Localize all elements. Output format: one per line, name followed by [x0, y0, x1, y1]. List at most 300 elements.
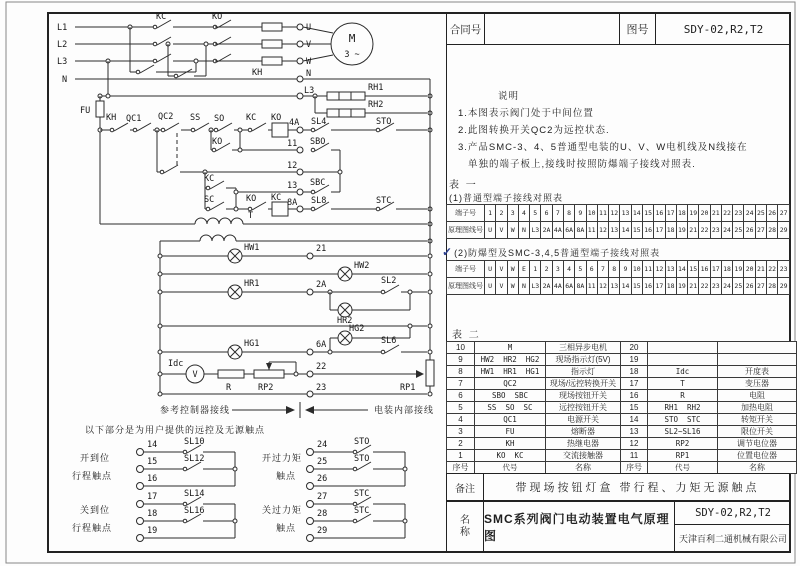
table-cell: 现场指示灯(5V): [546, 354, 621, 366]
table-cell: 19: [733, 261, 744, 278]
table-cell: 22: [699, 222, 710, 239]
table-row: [447, 354, 797, 366]
table-cell: 15: [642, 205, 653, 222]
terminal-28-label: 28: [317, 509, 328, 519]
table-cell: 原理图线号: [447, 278, 485, 295]
table-cell: 2A: [541, 278, 552, 295]
table-cell: T: [648, 378, 718, 390]
table-cell: 21: [755, 261, 766, 278]
kc-coil-label: KC: [271, 193, 282, 203]
sl8-label: SL8: [311, 196, 327, 206]
table-cell: 16: [654, 205, 665, 222]
table-cell: 29: [778, 222, 790, 239]
table2-caption: 表 二: [452, 330, 481, 341]
ko-contactor-label: KO: [212, 12, 223, 22]
table-cell: 9: [575, 205, 586, 222]
table-cell: 4A: [552, 278, 563, 295]
internal-wiring-note: 电装内部接线: [374, 405, 435, 415]
table-cell: 交流接触器: [546, 450, 621, 462]
table-cell: 12: [609, 205, 620, 222]
component-legend-table: [446, 341, 797, 474]
table-cell: 调节电位器: [718, 438, 797, 450]
table-cell: [648, 342, 718, 354]
note-line-3: 3.产品SMC-3、4、5普通型电装的U、V、W电机线及N线接在: [458, 142, 748, 153]
table-cell: 20: [699, 205, 710, 222]
table-cell: 10: [447, 342, 475, 354]
table-cell: 22: [721, 205, 732, 222]
table-cell: 远控按钮开关: [546, 402, 621, 414]
table-cell: 27: [755, 278, 766, 295]
hw2-label: HW2: [354, 261, 370, 271]
table-cell: 2: [496, 205, 507, 222]
table-cell: 13: [665, 261, 676, 278]
table-cell: RH1 RH2: [648, 402, 718, 414]
table-cell: 原理图线号: [447, 222, 485, 239]
table-row: [447, 438, 797, 450]
table-cell: W: [507, 278, 518, 295]
table-cell: 指示灯: [546, 366, 621, 378]
open-limit-label-2: 行程触点: [72, 471, 113, 481]
table-cell: 16: [699, 261, 710, 278]
table-cell: 23: [710, 222, 721, 239]
table-cell: 22: [767, 261, 778, 278]
table-cell: 9: [620, 261, 631, 278]
phase-l2-label: L2: [57, 40, 68, 50]
table-cell: 4: [518, 205, 529, 222]
table-cell: 23: [710, 278, 721, 295]
table-cell: 24: [744, 205, 755, 222]
table-cell: 开度表: [718, 366, 797, 378]
sbc-label: SBC: [310, 178, 326, 188]
idc-label: Idc: [168, 359, 184, 369]
table-cell: 10: [631, 261, 642, 278]
table-cell: 7: [552, 205, 563, 222]
table-cell: [718, 354, 797, 366]
table-cell: 12: [597, 278, 608, 295]
close-limit-label-1: 关到位: [80, 505, 111, 515]
table-cell: 代号: [648, 462, 718, 474]
table-cell: 1: [447, 450, 475, 462]
table-cell: 9: [447, 354, 475, 366]
table-cell: 12: [654, 261, 665, 278]
sl10-label: SL10: [184, 437, 205, 447]
table-cell: 3: [552, 261, 563, 278]
table-cell: 28: [767, 222, 778, 239]
hg1-label: HG1: [244, 339, 260, 349]
table-cell: 位置电位器: [718, 450, 797, 462]
terminal-u-label: U: [306, 23, 312, 33]
table-cell: KO KC: [475, 450, 546, 462]
table-cell: 21: [688, 222, 699, 239]
table-cell: HW1 HR1 HG1: [475, 366, 546, 378]
r-label: R: [226, 383, 232, 393]
terminal-27-label: 27: [317, 492, 328, 502]
transformer: [100, 218, 432, 243]
terminal-24-label: 24: [317, 440, 328, 450]
table-cell: 加热电阻: [718, 402, 797, 414]
table-cell: Idc: [648, 366, 718, 378]
table-cell: 三相异步电机: [546, 342, 621, 354]
table-row: [447, 390, 797, 402]
kh-contact-label: KH: [106, 113, 117, 123]
close-limit-label-2: 行程触点: [72, 523, 113, 533]
so-label: SO: [214, 114, 225, 124]
table-cell: 8A: [575, 278, 586, 295]
fu-label: FU: [80, 106, 91, 116]
table1-sub2-title: [442, 245, 660, 259]
table-row: [447, 342, 797, 354]
ko-hold-label: KO: [212, 137, 223, 147]
terminal-2a-label: 2A: [316, 280, 327, 290]
table-cell: 8A: [575, 222, 586, 239]
sl2-label: SL2: [381, 276, 397, 286]
wiring-divider-annotation: [232, 402, 368, 418]
table-cell: 19: [676, 222, 687, 239]
table-cell: 名称: [718, 462, 797, 474]
table-cell: 25: [755, 205, 766, 222]
table-cell: U: [485, 261, 496, 278]
table-cell: 端子号: [447, 205, 485, 222]
table-cell: 13: [621, 426, 648, 438]
sl16-label: SL16: [184, 506, 205, 516]
table-row: [447, 222, 790, 239]
drawing-title: SMC系列阀门电动装置电气原理图: [483, 502, 674, 551]
table-cell: 序号: [447, 462, 475, 474]
table-cell: V: [496, 261, 507, 278]
table-cell: 限位开关: [718, 426, 797, 438]
user-contacts-note: 以下部分是为用户提供的远控及无源触点: [85, 425, 266, 435]
terminal-22-label: 22: [316, 362, 327, 372]
table-cell: 19: [676, 278, 687, 295]
motor-phase-label: 3 ~: [344, 50, 360, 60]
table-cell: 现场按钮开关: [546, 390, 621, 402]
table1-caption: 表 一: [449, 180, 478, 191]
table-cell: 14: [620, 222, 631, 239]
table-cell: V: [496, 278, 507, 295]
terminal-12-label: 12: [287, 161, 298, 171]
table-cell: 15: [688, 261, 699, 278]
table-cell: 27: [778, 205, 790, 222]
note-line-4: 单独的端子板上,接线时按照防爆端子接线对照表.: [468, 159, 696, 170]
terminal-4a-label: 4A: [289, 118, 300, 128]
table-row: [447, 462, 797, 474]
sl6-label: SL6: [381, 336, 397, 346]
table-cell: FU: [475, 426, 546, 438]
kc-nc-label: KC: [246, 113, 257, 123]
contract-no-value: [484, 14, 619, 44]
table-cell: 8: [609, 261, 620, 278]
sto-label: STO: [376, 117, 392, 127]
table-cell: 25: [733, 222, 744, 239]
table-cell: 19: [621, 354, 648, 366]
terminal-19-label: 19: [147, 526, 158, 536]
close-torque-label-1: 关过力矩: [262, 505, 303, 515]
table-cell: 2: [447, 438, 475, 450]
terminal-l3-label: L3: [304, 86, 315, 96]
table-cell: 3: [447, 426, 475, 438]
sl14-label: SL14: [184, 489, 205, 499]
table-cell: 11: [586, 222, 597, 239]
terminal-21-label: 21: [316, 244, 327, 254]
table-cell: 12: [621, 438, 648, 450]
table-cell: 1: [530, 261, 541, 278]
table-cell: QC2: [475, 378, 546, 390]
table-cell: RP2: [648, 438, 718, 450]
name-label-char-2: 称: [460, 526, 470, 538]
table-cell: 热继电器: [546, 438, 621, 450]
table-row: [447, 426, 797, 438]
table-cell: V: [496, 222, 507, 239]
rh1-label: RH1: [368, 83, 384, 93]
table-cell: 5: [447, 402, 475, 414]
table-cell: KH: [475, 438, 546, 450]
table-cell: 熔断器: [546, 426, 621, 438]
kc-contactor-label: KC: [156, 12, 167, 22]
table-cell: 3: [507, 205, 518, 222]
terminal-23-label: 23: [316, 383, 327, 393]
name-label: [447, 502, 483, 551]
phase-l1-label: L1: [57, 23, 68, 33]
table-cell: 27: [755, 222, 766, 239]
phase-l3-label: L3: [57, 57, 68, 67]
explosionproof-terminal-table: [446, 260, 790, 295]
note-line-1: 1.本图表示阀门处于中间位置: [458, 108, 594, 119]
table-cell: 28: [767, 278, 778, 295]
terminal-6a-label: 6A: [316, 340, 327, 350]
table-cell: 15: [631, 278, 642, 295]
table-cell: 29: [778, 278, 790, 295]
table-cell: 5: [575, 261, 586, 278]
table-cell: L3: [530, 278, 541, 295]
table-cell: 21: [688, 278, 699, 295]
table-cell: 4A: [552, 222, 563, 239]
table-cell: 18: [721, 261, 732, 278]
open-torque-label-2: 触点: [276, 471, 297, 481]
name-block: [446, 501, 790, 552]
stc-contact-label-2: STC: [354, 506, 370, 516]
table-cell: 15: [631, 222, 642, 239]
table-row: [447, 414, 797, 426]
table-cell: STO STC: [648, 414, 718, 426]
table-cell: QC1: [475, 414, 546, 426]
table-cell: 14: [620, 278, 631, 295]
rh2-label: RH2: [368, 100, 384, 110]
table-cell: 23: [733, 205, 744, 222]
ko-nc-label: KO: [246, 194, 257, 204]
table-cell: 17: [654, 278, 665, 295]
table-cell: 24: [721, 278, 732, 295]
rp1-label: RP1: [400, 383, 416, 393]
table-cell: 8: [563, 205, 574, 222]
table-row: [447, 278, 790, 295]
table-cell: 11: [642, 261, 653, 278]
table-cell: N: [518, 278, 529, 295]
sto-contact-label-2: STO: [354, 454, 370, 464]
table-row: [447, 402, 797, 414]
table-cell: HW2 HR2 HG2: [475, 354, 546, 366]
table-cell: E: [518, 261, 529, 278]
kh-heater-label: KH: [252, 68, 263, 78]
table-cell: 16: [642, 278, 653, 295]
table-cell: 5: [530, 205, 541, 222]
table-cell: 电阻: [718, 390, 797, 402]
table-cell: 18: [676, 205, 687, 222]
remark-value: 带现场按钮灯盒 带行程、力矩无源触点: [483, 474, 791, 500]
table-row: [447, 205, 790, 222]
table-cell: N: [518, 222, 529, 239]
table-cell: 26: [744, 278, 755, 295]
table-cell: 13: [609, 278, 620, 295]
terminal-13-label: 13: [287, 181, 298, 191]
table1-sub1-title: (1)普通型端子接线对照表: [449, 193, 564, 203]
terminal-18-label: 18: [147, 509, 158, 519]
terminal-n-label: N: [306, 69, 312, 79]
drawing-no-label: 图号: [619, 14, 655, 44]
controller-wiring-note: 参考控制器接线: [160, 405, 231, 415]
table-cell: SBO SBC: [475, 390, 546, 402]
table-cell: 19: [688, 205, 699, 222]
table-cell: 2: [541, 261, 552, 278]
table-cell: 序号: [621, 462, 648, 474]
ss-label: SS: [190, 113, 201, 123]
table-cell: 18: [665, 222, 676, 239]
table-cell: 变压器: [718, 378, 797, 390]
open-torque-label-1: 开过力矩: [262, 453, 303, 463]
sl4-label: SL4: [311, 117, 327, 127]
kc-hold-label: KC: [204, 174, 215, 184]
drawing-no-footer: SDY-02,R2,T2: [675, 502, 791, 525]
table-cell: 16: [621, 390, 648, 402]
table-cell: 11: [621, 450, 648, 462]
sl12-label: SL12: [184, 454, 205, 464]
table-cell: [648, 354, 718, 366]
terminal-14-label: 14: [147, 440, 158, 450]
table-cell: 转矩开关: [718, 414, 797, 426]
terminal-11-label: 11: [287, 139, 298, 149]
table1-sub2-text: (2)防爆型及SMC-3,4,5普通型端子接线对照表: [454, 248, 661, 258]
table-cell: 13: [609, 222, 620, 239]
terminal-v-label: V: [306, 40, 312, 50]
terminal-26-label: 26: [317, 474, 328, 484]
table-row: [447, 378, 797, 390]
table-cell: U: [485, 278, 496, 295]
table-cell: U: [485, 222, 496, 239]
stc-label: STC: [376, 196, 392, 206]
terminal-w-label: W: [306, 57, 312, 67]
normal-terminal-table: [446, 204, 790, 239]
table-cell: 电源开关: [546, 414, 621, 426]
remark-row: [446, 473, 790, 501]
table-cell: 14: [631, 205, 642, 222]
close-torque-label-2: 触点: [276, 523, 297, 533]
table-cell: 12: [597, 222, 608, 239]
table-cell: 6: [541, 205, 552, 222]
table-cell: 11: [597, 205, 608, 222]
table-cell: 25: [733, 278, 744, 295]
ko-coil-label: KO: [271, 113, 282, 123]
hr2-label: HR2: [337, 316, 353, 326]
name-label-char-1: 名: [460, 514, 470, 526]
open-limit-label-1: 开到位: [80, 453, 111, 463]
voltmeter-glyph: V: [192, 370, 198, 380]
table-cell: 11: [586, 278, 597, 295]
sto-contact-label-1: STO: [354, 437, 370, 447]
table-cell: 7: [597, 261, 608, 278]
table-cell: 10: [586, 205, 597, 222]
table-cell: W: [507, 222, 518, 239]
check-icon: ✓: [442, 245, 454, 259]
table-cell: 6: [447, 390, 475, 402]
table-cell: 13: [620, 205, 631, 222]
hw1-label: HW1: [244, 243, 260, 253]
terminal-16-label: 16: [147, 474, 158, 484]
company-name: 天津百利二通机械有限公司: [678, 533, 787, 544]
qc1-label: QC1: [126, 114, 142, 124]
table-cell: 17: [665, 205, 676, 222]
table-cell: 7: [447, 378, 475, 390]
table-cell: 18: [621, 366, 648, 378]
table-cell: 22: [699, 278, 710, 295]
table-cell: 6A: [563, 222, 574, 239]
neutral-label: N: [62, 75, 68, 85]
table-cell: 2A: [541, 222, 552, 239]
table-cell: 端子号: [447, 261, 485, 278]
table-cell: 18: [665, 278, 676, 295]
table-cell: 17: [710, 261, 721, 278]
table-cell: W: [507, 261, 518, 278]
table-cell: [718, 342, 797, 354]
table-row: [447, 366, 797, 378]
terminal-8a-label: 8A: [287, 198, 298, 208]
table-cell: 4: [447, 414, 475, 426]
table-cell: 21: [710, 205, 721, 222]
motor-label: M: [348, 32, 356, 45]
hr1-label: HR1: [244, 279, 260, 289]
table-cell: 26: [767, 205, 778, 222]
table-cell: 20: [744, 261, 755, 278]
table-cell: 6A: [563, 278, 574, 295]
table-cell: 26: [744, 222, 755, 239]
terminal-29-label: 29: [317, 526, 328, 536]
notes-block: [458, 88, 788, 173]
drawing-no-value: SDY-02,R2,T2: [655, 14, 791, 44]
table-cell: 17: [621, 378, 648, 390]
table-cell: RP1: [648, 450, 718, 462]
table-cell: 现场/远控转换开关: [546, 378, 621, 390]
table-cell: 17: [654, 222, 665, 239]
title-block: [446, 13, 790, 45]
table-cell: R: [648, 390, 718, 402]
table-cell: 名称: [546, 462, 621, 474]
table-cell: L3: [530, 222, 541, 239]
contract-no-label: 合同号: [449, 23, 482, 36]
sbo-label: SBO: [310, 137, 326, 147]
table-cell: 23: [778, 261, 790, 278]
table-cell: 14: [621, 414, 648, 426]
qc2-label: QC2: [158, 112, 174, 122]
table-cell: 8: [447, 366, 475, 378]
table-cell: SS SO SC: [475, 402, 546, 414]
hg2-label: HG2: [349, 324, 365, 334]
note-line-2: 2.此图转换开关QC2为远控状态.: [458, 125, 610, 136]
rp2-label: RP2: [258, 383, 274, 393]
table-cell: 代号: [475, 462, 546, 474]
sc-label: SC: [204, 195, 215, 205]
table-cell: 16: [642, 222, 653, 239]
remark-label: 备注: [455, 483, 475, 495]
terminal-25-label: 25: [317, 457, 328, 467]
transformer-label: T: [248, 211, 254, 221]
